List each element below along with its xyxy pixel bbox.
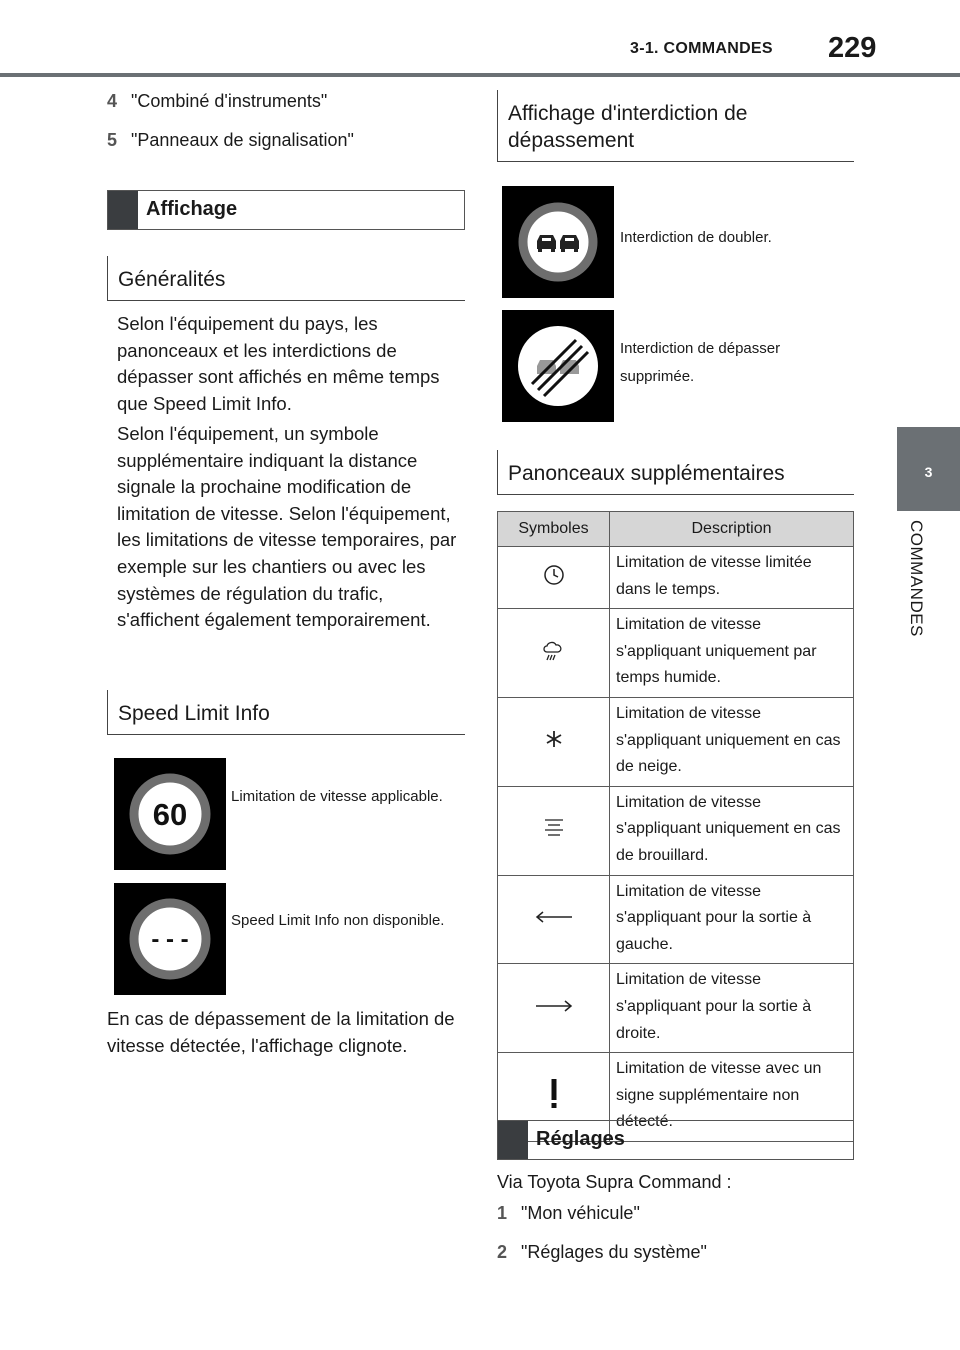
table-row	[498, 786, 854, 875]
arrow-right-icon	[534, 999, 574, 1013]
chapter-label: COMMANDES	[907, 520, 926, 637]
symbol-cell	[498, 786, 610, 875]
step-number: 2	[497, 1242, 508, 1262]
paragraph-distance: Selon l'équipement, un symbole supplémentaire indiquant la distance signale la prochaine modification de limitation de vitesse. Selon l'équipement, les limitations de vitesse temporaires, par exemple sur les chantiers ou avec les systèmes de régulation du trafic, s'affichent également temporairement.	[117, 423, 457, 631]
affichage-heading: Affichage	[146, 198, 238, 220]
table-header-row	[498, 512, 854, 547]
symbol-cell	[498, 609, 610, 698]
table-row	[498, 875, 854, 964]
no-overtaking-sign	[502, 186, 614, 298]
generalites-heading: Généralités	[118, 268, 226, 291]
affichage-heading-box	[107, 190, 465, 230]
paragraph-equipment: Selon l'équipement du pays, les panonceaux et les interdictions de dépasser sont affichés en même temps que Speed Limit Info.	[117, 313, 440, 414]
paragraph-blink: En cas de dépassement de la limitation de vitesse détectée, l'affichage clignote.	[107, 1008, 455, 1056]
step-item	[497, 1203, 640, 1224]
heading-marker	[108, 191, 138, 229]
overtaking-heading: Affichage d'interdiction de dépassement	[508, 102, 748, 152]
description-cell: Limitation de vitesse s'appliquant pour la sortie à droite.	[610, 964, 854, 1053]
panels-table	[497, 511, 854, 1142]
end-no-overtaking-sign	[502, 310, 614, 422]
speed-limit-heading-box	[107, 690, 465, 735]
step-item	[497, 1242, 707, 1263]
fog-icon	[541, 817, 567, 839]
symbol-cell	[498, 875, 610, 964]
description-cell: Limitation de vitesse s'appliquant uniquement en cas de neige.	[610, 697, 854, 786]
wet-weather-icon	[541, 639, 567, 663]
heading-marker	[498, 1121, 528, 1159]
no-overtaking-caption: Interdiction de doubler.	[620, 229, 772, 246]
col-symbols: Symboles	[498, 512, 610, 547]
exclamation-icon	[548, 1078, 560, 1110]
step-number: 1	[497, 1203, 508, 1223]
generalites-heading-box	[107, 256, 465, 301]
speed-limit-heading: Speed Limit Info	[118, 702, 270, 725]
step-number: 5	[107, 130, 118, 150]
table-row	[498, 964, 854, 1053]
panels-heading-box	[497, 450, 854, 495]
description-cell: Limitation de vitesse limitée dans le temps.	[610, 547, 854, 609]
symbol-cell	[498, 547, 610, 609]
description-cell: Limitation de vitesse s'appliquant uniquement par temps humide.	[610, 609, 854, 698]
sign-60-value: 60	[152, 797, 188, 832]
description-cell: Limitation de vitesse s'appliquant pour la sortie à gauche.	[610, 875, 854, 964]
sign-60-caption: Limitation de vitesse applicable.	[231, 788, 443, 805]
header-rule	[0, 73, 960, 77]
clock-icon	[542, 563, 566, 587]
table-row	[498, 547, 854, 609]
chapter-number: 3	[924, 464, 933, 480]
arrow-left-icon	[534, 910, 574, 924]
speed-limit-unavailable-sign	[114, 883, 226, 995]
reglages-heading-box	[497, 1120, 854, 1160]
step-number: 4	[107, 91, 118, 111]
symbol-cell	[498, 964, 610, 1053]
step-text: "Mon véhicule"	[521, 1203, 640, 1223]
snowflake-icon	[544, 729, 564, 749]
step-text: "Réglages du système"	[521, 1242, 707, 1262]
via-text: Via Toyota Supra Command :	[497, 1172, 732, 1192]
description-cell: Limitation de vitesse avec un signe supplémentaire non détecté.	[610, 1053, 854, 1142]
page-number: 229	[828, 32, 877, 64]
overtaking-heading-box	[497, 90, 854, 162]
table-row	[498, 609, 854, 698]
sign-unavailable-value: - - -	[151, 926, 189, 953]
table-row	[498, 697, 854, 786]
step-item	[107, 91, 327, 112]
step-text: "Panneaux de signalisation"	[131, 130, 354, 150]
reglages-heading: Réglages	[536, 1128, 625, 1150]
col-description: Description	[610, 512, 854, 547]
panels-heading: Panonceaux supplémentaires	[508, 462, 785, 485]
speed-limit-60-sign	[114, 758, 226, 870]
step-item	[107, 130, 354, 151]
sign-unavailable-caption: Speed Limit Info non disponible.	[231, 912, 445, 929]
description-cell: Limitation de vitesse s'appliquant uniquement en cas de brouillard.	[610, 786, 854, 875]
step-text: "Combiné d'instruments"	[131, 91, 328, 111]
symbol-cell	[498, 697, 610, 786]
section-title: 3-1. COMMANDES	[630, 40, 773, 57]
end-no-overtaking-caption: Interdiction de dépasser supprimée.	[620, 340, 781, 385]
